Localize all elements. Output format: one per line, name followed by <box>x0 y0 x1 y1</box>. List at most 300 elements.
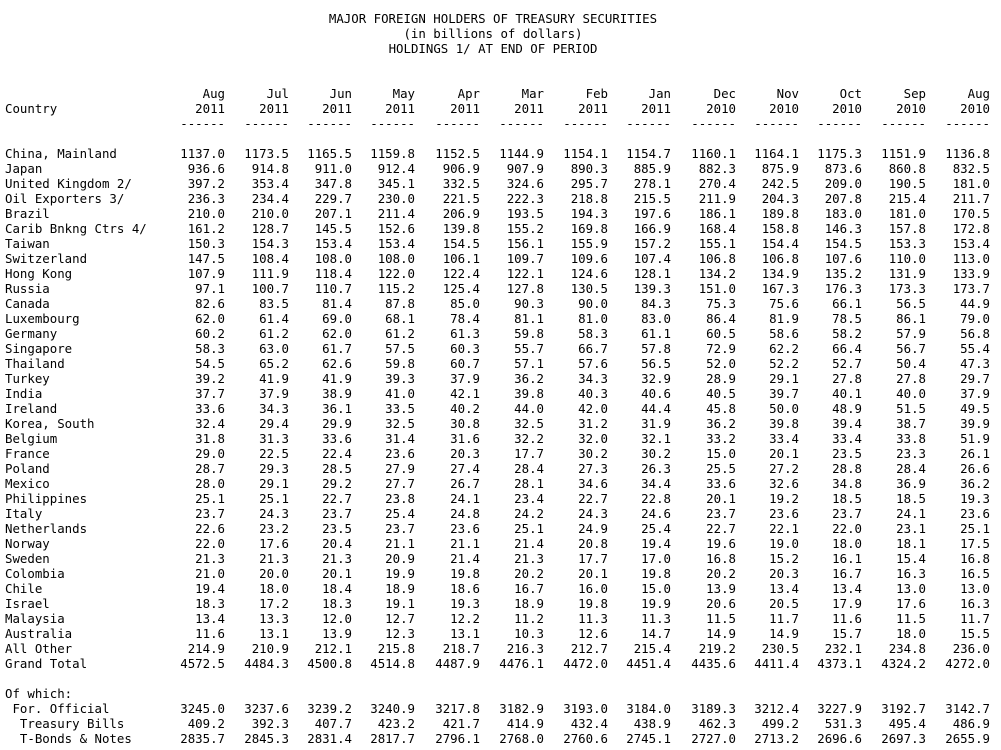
value-cell: 21.3 <box>259 551 289 566</box>
table-row <box>0 281 1001 296</box>
value-cell: 36.2 <box>706 416 736 431</box>
value-cell: 81.0 <box>578 311 608 326</box>
value-cell: 2845.3 <box>244 731 289 746</box>
value-cell: 167.3 <box>761 281 799 296</box>
value-cell: 215.5 <box>633 191 671 206</box>
value-cell: 1173.5 <box>244 146 289 161</box>
value-cell: 20.3 <box>769 566 799 581</box>
value-cell: 25.1 <box>960 521 990 536</box>
value-cell: 106.1 <box>442 251 480 266</box>
header-underline: ------ <box>435 116 480 131</box>
value-cell: 150.3 <box>187 236 225 251</box>
value-cell: 11.7 <box>960 611 990 626</box>
table-row <box>0 491 1001 506</box>
value-cell: 58.3 <box>578 326 608 341</box>
value-cell: 462.3 <box>698 716 736 731</box>
value-cell: 12.3 <box>385 626 415 641</box>
value-cell: 397.2 <box>187 176 225 191</box>
column-month-header: Aug <box>967 86 990 101</box>
value-cell: 234.8 <box>888 641 926 656</box>
value-cell: 13.4 <box>195 611 225 626</box>
value-cell: 17.5 <box>960 536 990 551</box>
value-cell: 60.5 <box>706 326 736 341</box>
header-underline: ------ <box>499 116 544 131</box>
column-month-header: Jun <box>329 86 352 101</box>
value-cell: 2697.3 <box>881 731 926 746</box>
value-cell: 14.9 <box>706 626 736 641</box>
value-cell: 20.4 <box>322 536 352 551</box>
table-row <box>0 521 1001 536</box>
header-underline: ------ <box>945 116 990 131</box>
value-cell: 4500.8 <box>307 656 352 671</box>
value-cell: 173.7 <box>952 281 990 296</box>
country-cell: For. Official <box>5 701 110 716</box>
value-cell: 122.4 <box>442 266 480 281</box>
table-row <box>0 191 1001 206</box>
value-cell: 60.3 <box>450 341 480 356</box>
value-cell: 1154.7 <box>626 146 671 161</box>
value-cell: 24.9 <box>578 521 608 536</box>
value-cell: 10.3 <box>514 626 544 641</box>
value-cell: 23.6 <box>960 506 990 521</box>
value-cell: 79.0 <box>960 311 990 326</box>
value-cell: 22.8 <box>641 491 671 506</box>
value-cell: 109.6 <box>570 251 608 266</box>
value-cell: 13.3 <box>259 611 289 626</box>
value-cell: 57.1 <box>514 356 544 371</box>
country-cell: Mexico <box>5 476 50 491</box>
value-cell: 22.6 <box>195 521 225 536</box>
value-cell: 890.3 <box>570 161 608 176</box>
value-cell: 106.8 <box>698 251 736 266</box>
value-cell: 87.8 <box>385 296 415 311</box>
value-cell: 12.2 <box>450 611 480 626</box>
value-cell: 33.8 <box>896 431 926 446</box>
value-cell: 25.1 <box>514 521 544 536</box>
value-cell: 4451.4 <box>626 656 671 671</box>
value-cell: 193.5 <box>506 206 544 221</box>
country-cell: Malaysia <box>5 611 65 626</box>
value-cell: 211.9 <box>698 191 736 206</box>
value-cell: 26.1 <box>960 446 990 461</box>
value-cell: 21.1 <box>385 536 415 551</box>
header-underline: ------ <box>370 116 415 131</box>
value-cell: 19.8 <box>578 596 608 611</box>
value-cell: 42.0 <box>578 401 608 416</box>
value-cell: 23.7 <box>195 506 225 521</box>
header-underline: ------ <box>563 116 608 131</box>
value-cell: 407.7 <box>314 716 352 731</box>
value-cell: 18.0 <box>832 536 862 551</box>
value-cell: 85.0 <box>450 296 480 311</box>
table-row <box>0 176 1001 191</box>
value-cell: 60.2 <box>195 326 225 341</box>
value-cell: 20.1 <box>322 566 352 581</box>
value-cell: 20.2 <box>706 566 736 581</box>
value-cell: 190.5 <box>888 176 926 191</box>
country-cell: Canada <box>5 296 50 311</box>
table-row <box>0 641 1001 656</box>
value-cell: 29.1 <box>769 371 799 386</box>
value-cell: 81.9 <box>769 311 799 326</box>
table-row <box>0 506 1001 521</box>
header-underline: ------ <box>307 116 352 131</box>
value-cell: 36.2 <box>514 371 544 386</box>
value-cell: 23.5 <box>832 446 862 461</box>
column-month-header: May <box>392 86 415 101</box>
value-cell: 14.9 <box>769 626 799 641</box>
value-cell: 48.9 <box>832 401 862 416</box>
value-cell: 2796.1 <box>435 731 480 746</box>
value-cell: 36.9 <box>896 476 926 491</box>
value-cell: 51.5 <box>896 401 926 416</box>
value-cell: 81.4 <box>322 296 352 311</box>
value-cell: 34.6 <box>578 476 608 491</box>
value-cell: 22.7 <box>322 491 352 506</box>
value-cell: 50.0 <box>769 401 799 416</box>
value-cell: 23.7 <box>322 506 352 521</box>
value-cell: 26.7 <box>450 476 480 491</box>
value-cell: 12.7 <box>385 611 415 626</box>
value-cell: 110.7 <box>314 281 352 296</box>
value-cell: 19.9 <box>641 596 671 611</box>
value-cell: 914.8 <box>251 161 289 176</box>
table-row <box>0 581 1001 596</box>
value-cell: 414.9 <box>506 716 544 731</box>
header-underline: ------ <box>626 116 671 131</box>
value-cell: 13.9 <box>322 626 352 641</box>
country-cell: Japan <box>5 161 43 176</box>
value-cell: 44.0 <box>514 401 544 416</box>
value-cell: 34.4 <box>641 476 671 491</box>
value-cell: 23.7 <box>832 506 862 521</box>
column-month-header: Jul <box>266 86 289 101</box>
value-cell: 24.1 <box>896 506 926 521</box>
value-cell: 4484.3 <box>244 656 289 671</box>
value-cell: 4373.1 <box>817 656 862 671</box>
value-cell: 19.3 <box>960 491 990 506</box>
value-cell: 90.0 <box>578 296 608 311</box>
value-cell: 62.6 <box>322 356 352 371</box>
value-cell: 21.4 <box>450 551 480 566</box>
value-cell: 111.9 <box>251 266 289 281</box>
table-row <box>0 371 1001 386</box>
value-cell: 59.8 <box>514 326 544 341</box>
table-row <box>0 326 1001 341</box>
value-cell: 197.6 <box>633 206 671 221</box>
value-cell: 139.8 <box>442 221 480 236</box>
column-month-header: Mar <box>521 86 544 101</box>
value-cell: 78.5 <box>832 311 862 326</box>
value-cell: 147.5 <box>187 251 225 266</box>
value-cell: 3193.0 <box>563 701 608 716</box>
of-which-row <box>0 716 1001 731</box>
column-year-header: 2010 <box>960 101 990 116</box>
value-cell: 32.1 <box>641 431 671 446</box>
value-cell: 16.1 <box>832 551 862 566</box>
value-cell: 236.0 <box>952 641 990 656</box>
country-cell: Israel <box>5 596 50 611</box>
value-cell: 432.4 <box>570 716 608 731</box>
country-cell: Luxembourg <box>5 311 80 326</box>
value-cell: 157.2 <box>633 236 671 251</box>
value-cell: 34.8 <box>832 476 862 491</box>
table-row <box>0 386 1001 401</box>
value-cell: 215.4 <box>633 641 671 656</box>
table-row <box>0 446 1001 461</box>
value-cell: 28.8 <box>832 461 862 476</box>
value-cell: 153.4 <box>314 236 352 251</box>
table-row <box>0 236 1001 251</box>
value-cell: 13.0 <box>960 581 990 596</box>
value-cell: 30.2 <box>641 446 671 461</box>
value-cell: 409.2 <box>187 716 225 731</box>
country-cell: Oil Exporters 3/ <box>5 191 125 206</box>
header-underline: ------ <box>180 116 225 131</box>
value-cell: 421.7 <box>442 716 480 731</box>
value-cell: 31.4 <box>385 431 415 446</box>
column-year-header: 2011 <box>259 101 289 116</box>
table-row <box>0 221 1001 236</box>
header-years-row <box>0 101 1001 116</box>
table-row <box>0 461 1001 476</box>
value-cell: 32.2 <box>514 431 544 446</box>
value-cell: 27.4 <box>450 461 480 476</box>
value-cell: 204.3 <box>761 191 799 206</box>
value-cell: 23.3 <box>896 446 926 461</box>
column-year-header: 2010 <box>832 101 862 116</box>
country-cell: Singapore <box>5 341 73 356</box>
country-cell: Grand Total <box>5 656 88 671</box>
value-cell: 61.7 <box>322 341 352 356</box>
value-cell: 218.7 <box>442 641 480 656</box>
value-cell: 13.1 <box>259 626 289 641</box>
country-cell: Ireland <box>5 401 58 416</box>
column-month-header: Jan <box>648 86 671 101</box>
value-cell: 170.5 <box>952 206 990 221</box>
report-subtitle-period: HOLDINGS 1/ AT END OF PERIOD <box>388 41 598 56</box>
value-cell: 154.3 <box>251 236 289 251</box>
value-cell: 23.2 <box>259 521 289 536</box>
value-cell: 65.2 <box>259 356 289 371</box>
country-cell: United Kingdom 2/ <box>5 176 132 191</box>
value-cell: 18.6 <box>450 581 480 596</box>
value-cell: 44.4 <box>641 401 671 416</box>
value-cell: 4472.0 <box>563 656 608 671</box>
value-cell: 24.3 <box>578 506 608 521</box>
value-cell: 1164.1 <box>754 146 799 161</box>
column-year-header: 2011 <box>641 101 671 116</box>
value-cell: 2817.7 <box>370 731 415 746</box>
value-cell: 27.2 <box>769 461 799 476</box>
value-cell: 210.0 <box>251 206 289 221</box>
table-row <box>0 626 1001 641</box>
value-cell: 221.5 <box>442 191 480 206</box>
column-month-header: Nov <box>776 86 799 101</box>
value-cell: 63.0 <box>259 341 289 356</box>
value-cell: 882.3 <box>698 161 736 176</box>
value-cell: 18.0 <box>259 581 289 596</box>
value-cell: 11.7 <box>769 611 799 626</box>
value-cell: 134.2 <box>698 266 736 281</box>
value-cell: 16.3 <box>960 596 990 611</box>
value-cell: 172.8 <box>952 221 990 236</box>
value-cell: 56.5 <box>896 296 926 311</box>
table-row <box>0 536 1001 551</box>
value-cell: 229.7 <box>314 191 352 206</box>
value-cell: 108.0 <box>377 251 415 266</box>
value-cell: 17.7 <box>578 551 608 566</box>
value-cell: 33.4 <box>769 431 799 446</box>
value-cell: 28.4 <box>896 461 926 476</box>
value-cell: 107.9 <box>187 266 225 281</box>
value-cell: 17.6 <box>259 536 289 551</box>
table-row <box>0 431 1001 446</box>
column-year-header: 2010 <box>896 101 926 116</box>
value-cell: 206.9 <box>442 206 480 221</box>
value-cell: 3240.9 <box>370 701 415 716</box>
value-cell: 39.2 <box>195 371 225 386</box>
value-cell: 32.9 <box>641 371 671 386</box>
value-cell: 30.2 <box>578 446 608 461</box>
value-cell: 86.1 <box>896 311 926 326</box>
value-cell: 33.4 <box>832 431 862 446</box>
value-cell: 154.5 <box>824 236 862 251</box>
value-cell: 106.8 <box>761 251 799 266</box>
value-cell: 183.0 <box>824 206 862 221</box>
value-cell: 55.7 <box>514 341 544 356</box>
value-cell: 11.6 <box>195 626 225 641</box>
value-cell: 11.5 <box>706 611 736 626</box>
value-cell: 45.8 <box>706 401 736 416</box>
value-cell: 26.3 <box>641 461 671 476</box>
value-cell: 56.5 <box>641 356 671 371</box>
value-cell: 24.1 <box>450 491 480 506</box>
value-cell: 41.9 <box>259 371 289 386</box>
value-cell: 22.0 <box>195 536 225 551</box>
value-cell: 47.3 <box>960 356 990 371</box>
value-cell: 222.3 <box>506 191 544 206</box>
value-cell: 29.7 <box>960 371 990 386</box>
value-cell: 18.5 <box>832 491 862 506</box>
value-cell: 236.3 <box>187 191 225 206</box>
value-cell: 189.8 <box>761 206 799 221</box>
value-cell: 4435.6 <box>691 656 736 671</box>
value-cell: 39.8 <box>514 386 544 401</box>
value-cell: 61.4 <box>259 311 289 326</box>
value-cell: 31.3 <box>259 431 289 446</box>
value-cell: 212.7 <box>570 641 608 656</box>
column-year-header: 2010 <box>706 101 736 116</box>
value-cell: 20.2 <box>514 566 544 581</box>
value-cell: 2713.2 <box>754 731 799 746</box>
value-cell: 75.6 <box>769 296 799 311</box>
value-cell: 181.0 <box>952 176 990 191</box>
value-cell: 16.7 <box>832 566 862 581</box>
value-cell: 20.3 <box>450 446 480 461</box>
value-cell: 21.3 <box>514 551 544 566</box>
value-cell: 32.4 <box>195 416 225 431</box>
value-cell: 234.4 <box>251 191 289 206</box>
value-cell: 219.2 <box>698 641 736 656</box>
value-cell: 109.7 <box>506 251 544 266</box>
value-cell: 97.1 <box>195 281 225 296</box>
value-cell: 438.9 <box>633 716 671 731</box>
value-cell: 130.5 <box>570 281 608 296</box>
header-underline: ------ <box>244 116 289 131</box>
country-cell: Australia <box>5 626 73 641</box>
column-month-header: Aug <box>202 86 225 101</box>
value-cell: 12.6 <box>578 626 608 641</box>
value-cell: 52.0 <box>706 356 736 371</box>
header-months-row <box>0 86 1001 101</box>
value-cell: 49.5 <box>960 401 990 416</box>
value-cell: 17.9 <box>832 596 862 611</box>
value-cell: 28.0 <box>195 476 225 491</box>
value-cell: 110.0 <box>888 251 926 266</box>
country-cell: India <box>5 386 43 401</box>
value-cell: 29.1 <box>259 476 289 491</box>
header-underline: ------ <box>691 116 736 131</box>
value-cell: 31.2 <box>578 416 608 431</box>
value-cell: 16.7 <box>514 581 544 596</box>
value-cell: 23.6 <box>769 506 799 521</box>
table-row <box>0 161 1001 176</box>
value-cell: 21.1 <box>450 536 480 551</box>
value-cell: 232.1 <box>824 641 862 656</box>
value-cell: 113.0 <box>952 251 990 266</box>
value-cell: 32.5 <box>385 416 415 431</box>
table-row <box>0 401 1001 416</box>
value-cell: 154.4 <box>761 236 799 251</box>
value-cell: 19.1 <box>385 596 415 611</box>
value-cell: 353.4 <box>251 176 289 191</box>
value-cell: 209.0 <box>824 176 862 191</box>
country-cell: T-Bonds & Notes <box>5 731 132 746</box>
country-cell: Treasury Bills <box>5 716 125 731</box>
value-cell: 22.1 <box>769 521 799 536</box>
value-cell: 218.8 <box>570 191 608 206</box>
value-cell: 23.1 <box>896 521 926 536</box>
value-cell: 23.8 <box>385 491 415 506</box>
value-cell: 153.4 <box>377 236 415 251</box>
value-cell: 1136.8 <box>945 146 990 161</box>
value-cell: 56.7 <box>896 341 926 356</box>
value-cell: 66.1 <box>832 296 862 311</box>
value-cell: 495.4 <box>888 716 926 731</box>
column-month-header: Apr <box>457 86 480 101</box>
value-cell: 66.7 <box>578 341 608 356</box>
value-cell: 21.3 <box>322 551 352 566</box>
country-cell: Carib Bnkng Ctrs 4/ <box>5 221 147 236</box>
country-cell: Norway <box>5 536 50 551</box>
value-cell: 25.5 <box>706 461 736 476</box>
value-cell: 122.1 <box>506 266 544 281</box>
value-cell: 27.7 <box>385 476 415 491</box>
value-cell: 212.1 <box>314 641 352 656</box>
value-cell: 61.1 <box>641 326 671 341</box>
value-cell: 38.7 <box>896 416 926 431</box>
of-which-label-row <box>0 686 1001 701</box>
value-cell: 59.8 <box>385 356 415 371</box>
value-cell: 155.9 <box>570 236 608 251</box>
value-cell: 25.4 <box>641 521 671 536</box>
country-cell: Turkey <box>5 371 50 386</box>
value-cell: 156.1 <box>506 236 544 251</box>
value-cell: 3237.6 <box>244 701 289 716</box>
value-cell: 20.6 <box>706 596 736 611</box>
table-row <box>0 476 1001 491</box>
